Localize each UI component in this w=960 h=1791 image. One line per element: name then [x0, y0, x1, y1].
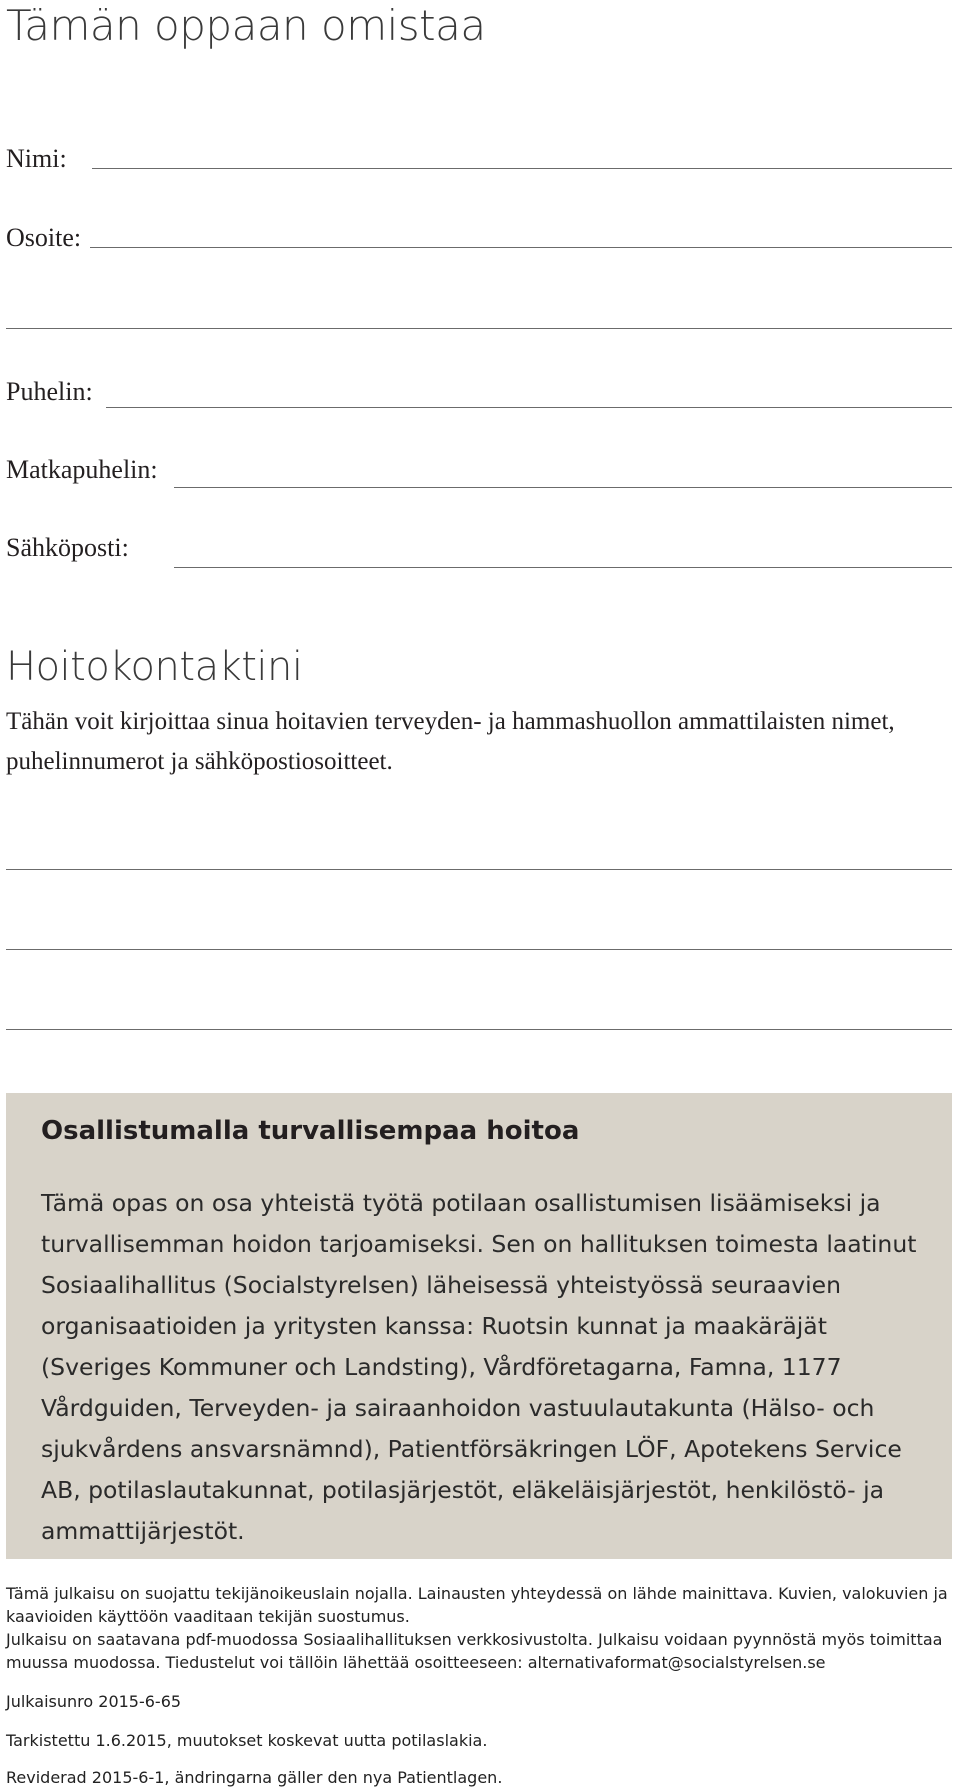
contact-line-1[interactable]	[6, 869, 952, 870]
contact-line-2[interactable]	[6, 949, 952, 950]
contacts-heading: Hoitokontaktini	[6, 644, 303, 690]
publication-number: Julkaisunro 2015-6-65	[6, 1692, 182, 1711]
revised-note: Reviderad 2015-6-1, ändringarna gäller den nya Patientlagen.	[6, 1768, 503, 1787]
availability-notice: Julkaisu on saatavana pdf-muodossa Sosiaalihallituksen verkkosivustolta. Julkaisu voidaan pyynnöstä myös toimittaa muussa muodossa. Tiedustelut voi tällöin lähettää osoitteeseen: alternativaformat@socialstyrelsen.se	[6, 1630, 943, 1672]
contacts-intro: Tähän voit kirjoittaa sinua hoitavien terveyden- ja hammashuollon ammattilaisten nimet, puhelinnumerot ja sähköpostiosoitteet.	[6, 708, 895, 775]
info-box	[6, 1093, 952, 1559]
contact-line-3[interactable]	[6, 1029, 952, 1030]
info-box-title: Osallistumalla turvallisempaa hoitoa	[41, 1116, 580, 1146]
info-box-text: Tämä opas on osa yhteistä työtä potilaan osallistumisen lisäämiseksi ja turvallisemman hoidon tarjoamiseksi. Sen on hallituksen toimesta laatinut Sosiaalihallitus (Socialstyrelsen) läheisessä yhteistyössä seuraavien organisaatioiden ja yritysten kanssa: Ruotsin kunnat ja maakäräjät (Sveriges Kommuner och Landsting), Vårdföretagarna, Famna, 1177 Vårdguiden, Terveyden- ja sairaanhoidon vastuulautakunta (Hälso- och sjukvårdens ansvarsnämnd), Patientförsäkringen LÖF, Apotekens Service AB, potilaslautakunnat, potilasjärjestöt, eläkeläisjärjestöt, henkilöstö- ja ammattijärjestöt.	[41, 1189, 917, 1545]
email-field-line[interactable]	[174, 567, 952, 568]
mobile-field-line[interactable]	[174, 487, 952, 488]
email-label: Sähköposti:	[6, 533, 129, 562]
address-field-line[interactable]	[90, 247, 952, 248]
name-field-line[interactable]	[92, 168, 952, 169]
page-title: Tämän oppaan omistaa	[6, 1, 486, 50]
checked-note: Tarkistettu 1.6.2015, muutokset koskevat uutta potilaslakia.	[6, 1731, 488, 1750]
name-label: Nimi:	[6, 144, 67, 173]
phone-label: Puhelin:	[6, 377, 93, 406]
copyright-notice: Tämä julkaisu on suojattu tekijänoikeuslain nojalla. Lainausten yhteydessä on lähde mainittava. Kuvien, valokuvien ja kaavioiden käyttöön vaaditaan tekijän suostumus.	[6, 1584, 948, 1626]
address-label: Osoite:	[6, 223, 82, 252]
phone-field-line[interactable]	[106, 407, 952, 408]
address-field-line-2[interactable]	[6, 328, 952, 329]
mobile-label: Matkapuhelin:	[6, 455, 158, 484]
